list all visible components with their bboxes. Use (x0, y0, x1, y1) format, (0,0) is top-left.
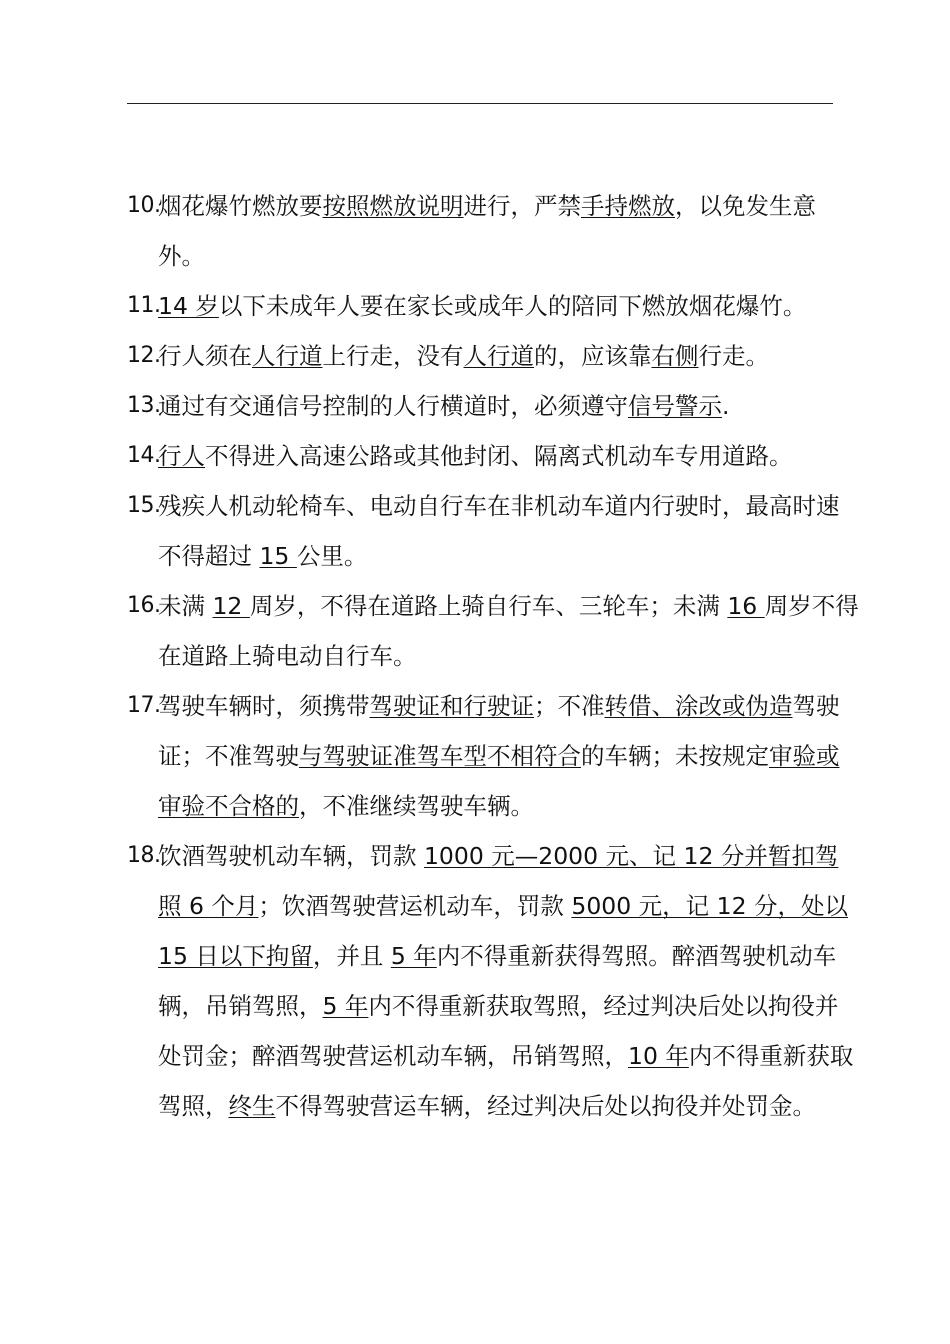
underlined-answer: 审验或审验不合格的 (158, 742, 840, 820)
item-number: 18. (127, 843, 161, 868)
item-number: 16. (127, 593, 161, 618)
item-number: 15. (127, 493, 161, 518)
text-segment: 以下未成年人要在家长或成年人的陪同下燃放烟花爆竹。 (218, 292, 807, 320)
text-segment: 未满 (158, 592, 213, 620)
underlined-answer: 1000 元—2000 元、记 12 分并暂扣驾照 6 个月 (158, 842, 839, 920)
text-segment: 公里。 (296, 542, 368, 570)
item-number: 14. (127, 443, 161, 468)
text-segment: 周岁不得在道路上骑电动自行车。 (158, 592, 859, 670)
item-text (158, 831, 859, 1131)
underlined-answer: 人行道 (463, 342, 534, 370)
text-segment: ；不准 (534, 692, 605, 720)
list-item (127, 281, 859, 331)
text-segment: 不得驾驶营运车辆，经过判决后处以拘役并处罚金。 (275, 1092, 816, 1120)
list-item (127, 181, 859, 281)
text-segment: 的车辆；未按规定 (581, 742, 769, 770)
text-segment: 烟花爆竹燃放要 (158, 192, 323, 220)
text-segment: 内不得重新获得驾照。醉酒驾驶机动车辆，吊销驾照， (158, 942, 837, 1020)
text-segment: 行走。 (698, 342, 769, 370)
underlined-answer: 终生 (228, 1092, 276, 1120)
underlined-answer: 人行道 (252, 342, 323, 370)
item-text (158, 381, 859, 431)
header-rule (127, 103, 833, 104)
text-segment: 残疾人机动轮椅车、电动自行车在非机动车道内行驶时，最高时速不得超过 (158, 492, 840, 570)
item-number: 17. (127, 693, 161, 718)
underlined-answer: 转借、涂改或伪造 (604, 692, 793, 720)
list-item (127, 681, 859, 831)
text-segment: ，并且 (312, 942, 391, 970)
text-segment: 的，应该靠 (534, 342, 652, 370)
text-segment: 内不得重新获取驾照，经过判决后处以拘役并处罚金；醉酒驾驶营运机动车辆，吊销驾照， (158, 992, 839, 1070)
underlined-answer: 5 年 (390, 942, 437, 970)
item-text (158, 181, 859, 281)
underlined-answer: 按照燃放说明 (322, 192, 464, 220)
text-segment: 内不得重新获取驾照， (158, 1042, 854, 1120)
text-segment: 进行，严禁 (463, 192, 581, 220)
underlined-answer: 与驾驶证准驾车型不相符合 (299, 742, 581, 770)
underlined-answer: 12 (212, 592, 250, 620)
item-number: 13. (127, 393, 161, 418)
list-item (127, 381, 859, 431)
underlined-answer: 行人 (158, 442, 205, 470)
underlined-answer: 14 岁 (158, 292, 219, 320)
rules-list (127, 181, 859, 1131)
item-text (158, 681, 859, 831)
underlined-answer: 16 (727, 592, 765, 620)
text-segment: 上行走，没有 (322, 342, 464, 370)
item-text (158, 281, 859, 331)
list-item (127, 481, 859, 581)
underlined-answer: 15 (259, 542, 297, 570)
item-text (158, 331, 859, 381)
item-number: 11. (127, 293, 161, 318)
item-number: 12. (127, 343, 161, 368)
text-segment: 饮酒驾驶机动车辆，罚款 (158, 842, 424, 870)
item-text (158, 581, 859, 681)
underlined-answer: 5000 元，记 12 分，处以 15 日以下拘留 (158, 892, 849, 970)
underlined-answer: 信号警示 (628, 392, 722, 420)
text-segment: 驾驶车辆时，须携带 (158, 692, 370, 720)
underlined-answer: 手持燃放 (581, 192, 675, 220)
text-segment: 不得进入高速公路或其他封闭、隔离式机动车专用道路。 (205, 442, 793, 470)
text-segment: 通过有交通信号控制的人行横道时，必须遵守 (158, 392, 628, 420)
underlined-answer: 驾驶证和行驶证 (369, 692, 534, 720)
list-item (127, 431, 859, 481)
text-segment: . (722, 392, 730, 420)
item-number: 10. (127, 193, 161, 218)
text-segment: 驾驶证；不准驾驶 (158, 692, 840, 770)
text-segment: 周岁，不得在道路上骑自行车、三轮车；未满 (249, 592, 728, 620)
underlined-answer: 10 年 (628, 1042, 689, 1070)
text-segment: ，不准继续驾驶车辆。 (299, 792, 534, 820)
underlined-answer: 5 年 (322, 992, 369, 1020)
item-text (158, 431, 859, 481)
list-item (127, 831, 859, 1131)
text-segment: 行人须在 (158, 342, 252, 370)
text-segment: ，以免发生意外。 (158, 192, 816, 270)
list-item (127, 331, 859, 381)
text-segment: ；饮酒驾驶营运机动车，罚款 (258, 892, 572, 920)
underlined-answer: 右侧 (651, 342, 699, 370)
item-text (158, 481, 859, 581)
list-item (127, 581, 859, 681)
